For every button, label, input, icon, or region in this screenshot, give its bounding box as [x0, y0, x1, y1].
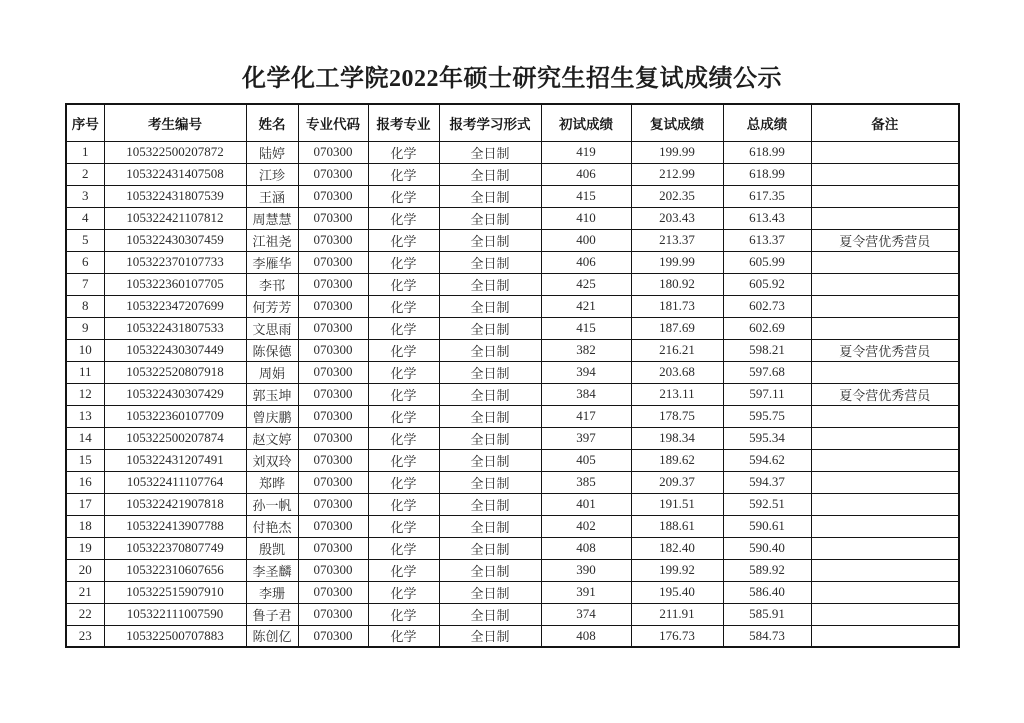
table-cell: 9 — [66, 317, 104, 339]
table-cell: 1 — [66, 141, 104, 163]
table-cell: 213.37 — [631, 229, 723, 251]
table-cell: 417 — [541, 405, 631, 427]
table-cell: 周慧慧 — [246, 207, 298, 229]
table-cell: 421 — [541, 295, 631, 317]
table-cell: 鲁子君 — [246, 603, 298, 625]
table-row — [66, 449, 959, 471]
table-cell: 全日制 — [439, 339, 541, 361]
table-cell: 化学 — [368, 207, 439, 229]
table-row — [66, 229, 959, 251]
header-cell: 报考专业 — [368, 104, 439, 141]
table-cell — [811, 295, 959, 317]
table-cell: 化学 — [368, 185, 439, 207]
table-cell: 14 — [66, 427, 104, 449]
table-cell: 105322430307449 — [104, 339, 246, 361]
table-row — [66, 427, 959, 449]
table-cell: 夏令营优秀营员 — [811, 383, 959, 405]
table-cell: 070300 — [298, 207, 368, 229]
table-cell: 化学 — [368, 339, 439, 361]
table-cell — [811, 427, 959, 449]
table-cell: 全日制 — [439, 163, 541, 185]
table-cell: 陈保德 — [246, 339, 298, 361]
table-cell: 070300 — [298, 251, 368, 273]
table-cell: 199.99 — [631, 141, 723, 163]
table-cell: 周娟 — [246, 361, 298, 383]
table-cell: 415 — [541, 185, 631, 207]
table-row — [66, 559, 959, 581]
table-cell: 213.11 — [631, 383, 723, 405]
table-cell: 8 — [66, 295, 104, 317]
table-cell — [811, 251, 959, 273]
table-row — [66, 361, 959, 383]
table-cell — [811, 405, 959, 427]
table-cell: 400 — [541, 229, 631, 251]
table-cell: 178.75 — [631, 405, 723, 427]
table-cell — [811, 625, 959, 647]
table-cell — [811, 207, 959, 229]
table-cell — [811, 559, 959, 581]
table-cell — [811, 317, 959, 339]
table-cell: 化学 — [368, 427, 439, 449]
table-cell: 070300 — [298, 339, 368, 361]
table-cell: 化学 — [368, 383, 439, 405]
table-cell — [811, 141, 959, 163]
table-cell: 20 — [66, 559, 104, 581]
table-cell: 7 — [66, 273, 104, 295]
table-cell: 415 — [541, 317, 631, 339]
table-cell: 赵文婷 — [246, 427, 298, 449]
table-cell: 613.43 — [723, 207, 811, 229]
table-cell: 11 — [66, 361, 104, 383]
table-cell: 211.91 — [631, 603, 723, 625]
table-cell: 王涵 — [246, 185, 298, 207]
table-cell: 374 — [541, 603, 631, 625]
table-cell: 李邗 — [246, 273, 298, 295]
table-cell: 182.40 — [631, 537, 723, 559]
header-cell: 复试成绩 — [631, 104, 723, 141]
table-cell: 385 — [541, 471, 631, 493]
table-cell: 198.34 — [631, 427, 723, 449]
table-cell: 化学 — [368, 295, 439, 317]
table-cell: 105322431807539 — [104, 185, 246, 207]
table-cell — [811, 537, 959, 559]
table-cell: 613.37 — [723, 229, 811, 251]
table-cell: 598.21 — [723, 339, 811, 361]
table-row — [66, 141, 959, 163]
table-cell: 21 — [66, 581, 104, 603]
table-cell: 425 — [541, 273, 631, 295]
table-cell: 605.92 — [723, 273, 811, 295]
table-cell: 全日制 — [439, 537, 541, 559]
table-cell: 602.73 — [723, 295, 811, 317]
table-row — [66, 207, 959, 229]
table-cell: 405 — [541, 449, 631, 471]
table-cell: 105322430307429 — [104, 383, 246, 405]
table-cell: 202.35 — [631, 185, 723, 207]
table-cell: 070300 — [298, 537, 368, 559]
table-row — [66, 163, 959, 185]
table-cell: 592.51 — [723, 493, 811, 515]
table-cell: 4 — [66, 207, 104, 229]
table-cell: 105322431807533 — [104, 317, 246, 339]
table-cell: 化学 — [368, 515, 439, 537]
table-cell: 401 — [541, 493, 631, 515]
table-cell: 595.75 — [723, 405, 811, 427]
table-cell: 070300 — [298, 317, 368, 339]
table-cell: 070300 — [298, 295, 368, 317]
table-cell: 18 — [66, 515, 104, 537]
table-cell: 105322431407508 — [104, 163, 246, 185]
table-cell: 化学 — [368, 449, 439, 471]
table-cell: 597.11 — [723, 383, 811, 405]
table-cell: 陆婷 — [246, 141, 298, 163]
table-cell: 郭玉坤 — [246, 383, 298, 405]
table-cell: 化学 — [368, 493, 439, 515]
table-cell: 19 — [66, 537, 104, 559]
table-cell: 070300 — [298, 361, 368, 383]
table-cell: 397 — [541, 427, 631, 449]
table-cell: 070300 — [298, 471, 368, 493]
table-cell: 105322421107812 — [104, 207, 246, 229]
table-cell: 188.61 — [631, 515, 723, 537]
table-cell: 070300 — [298, 515, 368, 537]
table-cell: 181.73 — [631, 295, 723, 317]
table-row — [66, 383, 959, 405]
table-cell: 191.51 — [631, 493, 723, 515]
table-cell: 605.99 — [723, 251, 811, 273]
table-row — [66, 295, 959, 317]
table-cell: 文思雨 — [246, 317, 298, 339]
table-cell: 105322360107705 — [104, 273, 246, 295]
table-cell: 化学 — [368, 361, 439, 383]
table-cell: 全日制 — [439, 603, 541, 625]
table-cell: 全日制 — [439, 361, 541, 383]
table-cell: 070300 — [298, 449, 368, 471]
table-row — [66, 603, 959, 625]
table-cell: 李雁华 — [246, 251, 298, 273]
table-cell: 全日制 — [439, 251, 541, 273]
table-cell: 夏令营优秀营员 — [811, 339, 959, 361]
table-cell: 全日制 — [439, 515, 541, 537]
table-cell: 105322413907788 — [104, 515, 246, 537]
header-cell: 总成绩 — [723, 104, 811, 141]
table-cell: 化学 — [368, 251, 439, 273]
table-cell: 187.69 — [631, 317, 723, 339]
table-cell: 402 — [541, 515, 631, 537]
table-cell: 070300 — [298, 383, 368, 405]
table-cell: 410 — [541, 207, 631, 229]
table-cell: 589.92 — [723, 559, 811, 581]
table-cell: 105322500707883 — [104, 625, 246, 647]
table-cell: 586.40 — [723, 581, 811, 603]
table-cell: 597.68 — [723, 361, 811, 383]
header-cell: 初试成绩 — [541, 104, 631, 141]
table-cell: 105322500207872 — [104, 141, 246, 163]
table-cell: 全日制 — [439, 383, 541, 405]
table-cell: 070300 — [298, 185, 368, 207]
table-cell: 105322370807749 — [104, 537, 246, 559]
table-cell: 全日制 — [439, 295, 541, 317]
table-cell: 408 — [541, 625, 631, 647]
score-table — [65, 103, 960, 648]
table-cell — [811, 163, 959, 185]
table-cell: 406 — [541, 163, 631, 185]
table-cell: 195.40 — [631, 581, 723, 603]
table-cell: 化学 — [368, 163, 439, 185]
table-cell: 070300 — [298, 493, 368, 515]
table-cell: 夏令营优秀营员 — [811, 229, 959, 251]
table-cell: 384 — [541, 383, 631, 405]
table-cell: 化学 — [368, 405, 439, 427]
table-cell: 105322430307459 — [104, 229, 246, 251]
header-row — [66, 104, 959, 141]
table-cell: 全日制 — [439, 427, 541, 449]
table-cell: 化学 — [368, 625, 439, 647]
table-cell: 化学 — [368, 273, 439, 295]
table-cell: 408 — [541, 537, 631, 559]
table-cell: 化学 — [368, 603, 439, 625]
table-row — [66, 515, 959, 537]
table-cell: 189.62 — [631, 449, 723, 471]
table-cell: 070300 — [298, 581, 368, 603]
table-cell: 全日制 — [439, 273, 541, 295]
table-row — [66, 405, 959, 427]
table-cell: 孙一帆 — [246, 493, 298, 515]
table-cell: 何芳芳 — [246, 295, 298, 317]
table-cell: 陈创亿 — [246, 625, 298, 647]
table-row — [66, 537, 959, 559]
table-cell: 13 — [66, 405, 104, 427]
table-cell: 595.34 — [723, 427, 811, 449]
table-cell: 594.37 — [723, 471, 811, 493]
table-cell: 化学 — [368, 229, 439, 251]
table-cell: 070300 — [298, 141, 368, 163]
table-cell: 105322520807918 — [104, 361, 246, 383]
table-cell: 105322515907910 — [104, 581, 246, 603]
table-cell: 180.92 — [631, 273, 723, 295]
table-header — [66, 104, 959, 141]
table-cell — [811, 581, 959, 603]
table-row — [66, 185, 959, 207]
table-cell — [811, 603, 959, 625]
table-cell: 602.69 — [723, 317, 811, 339]
table-cell: 584.73 — [723, 625, 811, 647]
table-row — [66, 339, 959, 361]
table-cell — [811, 471, 959, 493]
table-cell: 105322310607656 — [104, 559, 246, 581]
table-cell: 全日制 — [439, 405, 541, 427]
table-cell: 付艳杰 — [246, 515, 298, 537]
table-cell: 全日制 — [439, 317, 541, 339]
table-cell: 618.99 — [723, 141, 811, 163]
table-cell: 23 — [66, 625, 104, 647]
table-cell: 590.61 — [723, 515, 811, 537]
table-cell: 化学 — [368, 471, 439, 493]
table-cell: 全日制 — [439, 207, 541, 229]
table-cell — [811, 361, 959, 383]
page-title: 化学化工学院2022年硕士研究生招生复试成绩公示 — [242, 66, 782, 92]
table-cell: 全日制 — [439, 559, 541, 581]
table-cell: 化学 — [368, 141, 439, 163]
table-cell: 105322411107764 — [104, 471, 246, 493]
table-cell: 江祖尧 — [246, 229, 298, 251]
table-cell: 105322500207874 — [104, 427, 246, 449]
table-cell: 419 — [541, 141, 631, 163]
table-cell: 618.99 — [723, 163, 811, 185]
table-cell: 5 — [66, 229, 104, 251]
table-cell: 199.99 — [631, 251, 723, 273]
table-cell: 全日制 — [439, 581, 541, 603]
table-cell: 070300 — [298, 559, 368, 581]
table-cell: 曾庆鹏 — [246, 405, 298, 427]
table-cell: 070300 — [298, 163, 368, 185]
header-cell: 备注 — [811, 104, 959, 141]
table-cell — [811, 515, 959, 537]
table-cell: 全日制 — [439, 229, 541, 251]
table-cell: 15 — [66, 449, 104, 471]
table-body — [66, 141, 959, 647]
table-cell: 化学 — [368, 559, 439, 581]
table-cell: 10 — [66, 339, 104, 361]
header-cell: 专业代码 — [298, 104, 368, 141]
table-cell: 全日制 — [439, 625, 541, 647]
table-cell: 070300 — [298, 625, 368, 647]
table-cell: 070300 — [298, 229, 368, 251]
table-cell: 化学 — [368, 537, 439, 559]
table-row — [66, 317, 959, 339]
table-cell: 全日制 — [439, 493, 541, 515]
table-cell: 070300 — [298, 273, 368, 295]
table-cell: 199.92 — [631, 559, 723, 581]
table-cell: 刘双玲 — [246, 449, 298, 471]
table-cell: 李珊 — [246, 581, 298, 603]
table-cell: 394 — [541, 361, 631, 383]
table-cell: 殷凯 — [246, 537, 298, 559]
header-cell: 考生编号 — [104, 104, 246, 141]
table-cell: 105322370107733 — [104, 251, 246, 273]
table-cell: 李圣麟 — [246, 559, 298, 581]
table-row — [66, 471, 959, 493]
table-cell: 化学 — [368, 317, 439, 339]
table-cell: 2 — [66, 163, 104, 185]
table-cell: 105322347207699 — [104, 295, 246, 317]
table-cell: 17 — [66, 493, 104, 515]
table-cell: 江珍 — [246, 163, 298, 185]
table-cell: 594.62 — [723, 449, 811, 471]
table-cell: 590.40 — [723, 537, 811, 559]
table-cell: 全日制 — [439, 471, 541, 493]
table-cell: 3 — [66, 185, 104, 207]
table-cell: 105322360107709 — [104, 405, 246, 427]
table-cell: 617.35 — [723, 185, 811, 207]
table-cell: 382 — [541, 339, 631, 361]
table-row — [66, 625, 959, 647]
header-cell: 报考学习形式 — [439, 104, 541, 141]
table-cell: 406 — [541, 251, 631, 273]
table-cell: 212.99 — [631, 163, 723, 185]
table-row — [66, 273, 959, 295]
table-cell: 216.21 — [631, 339, 723, 361]
table-cell: 209.37 — [631, 471, 723, 493]
table-cell: 郑晔 — [246, 471, 298, 493]
table-row — [66, 251, 959, 273]
table-cell: 391 — [541, 581, 631, 603]
table-cell: 全日制 — [439, 449, 541, 471]
table-cell — [811, 185, 959, 207]
table-cell: 070300 — [298, 603, 368, 625]
table-cell: 070300 — [298, 405, 368, 427]
table-cell — [811, 273, 959, 295]
table-cell: 22 — [66, 603, 104, 625]
table-row — [66, 493, 959, 515]
table-cell: 12 — [66, 383, 104, 405]
table-cell — [811, 449, 959, 471]
table-cell: 全日制 — [439, 141, 541, 163]
table-cell: 化学 — [368, 581, 439, 603]
table-cell: 203.68 — [631, 361, 723, 383]
table-cell: 105322421907818 — [104, 493, 246, 515]
table-cell: 176.73 — [631, 625, 723, 647]
table-cell: 203.43 — [631, 207, 723, 229]
header-cell: 姓名 — [246, 104, 298, 141]
table-cell: 6 — [66, 251, 104, 273]
table-cell: 105322111007590 — [104, 603, 246, 625]
table-cell: 16 — [66, 471, 104, 493]
table-cell: 105322431207491 — [104, 449, 246, 471]
header-cell: 序号 — [66, 104, 104, 141]
table-row — [66, 581, 959, 603]
table-cell: 390 — [541, 559, 631, 581]
table-cell — [811, 493, 959, 515]
table-cell: 全日制 — [439, 185, 541, 207]
table-cell: 585.91 — [723, 603, 811, 625]
table-cell: 070300 — [298, 427, 368, 449]
